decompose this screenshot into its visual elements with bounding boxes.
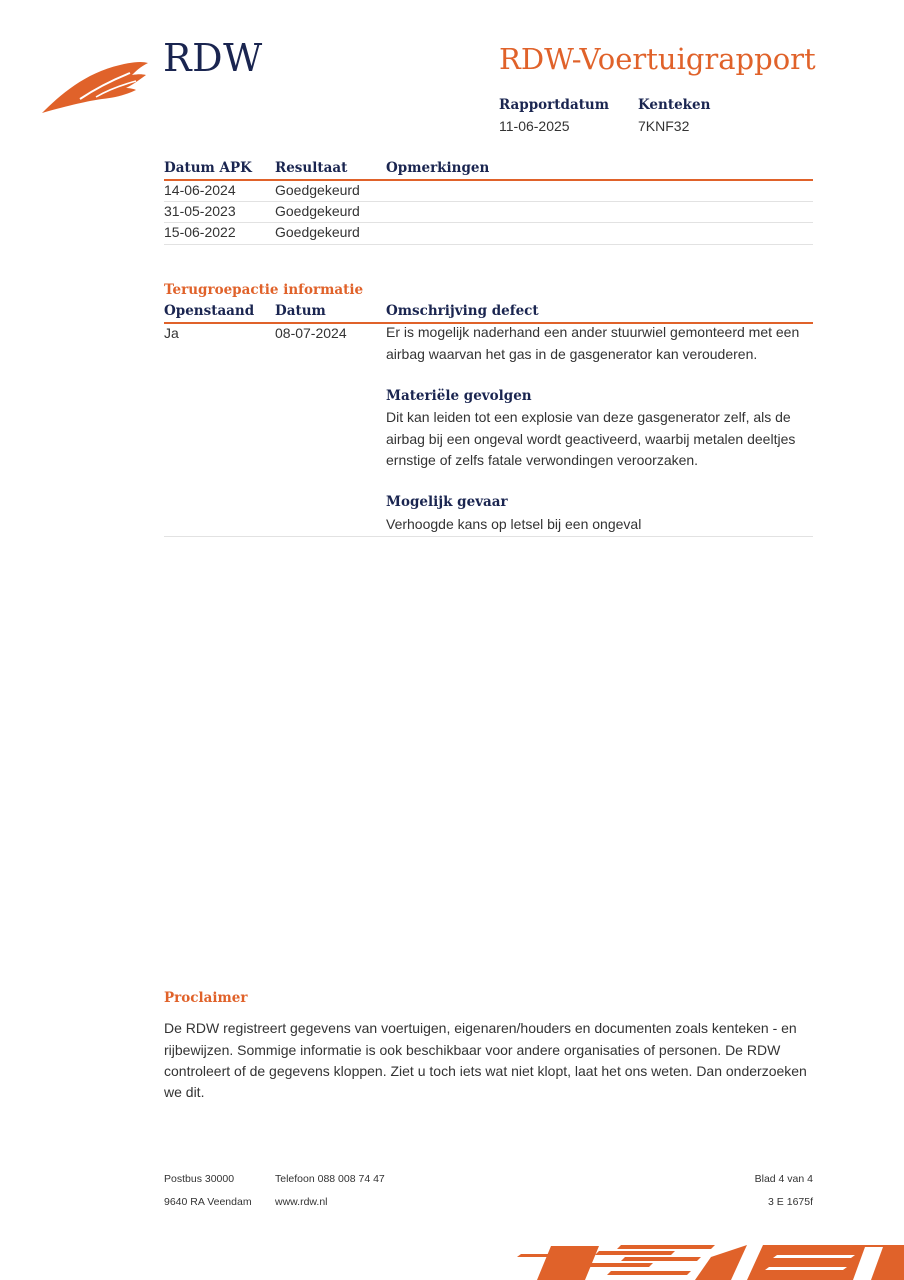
consequences-line-1: Dit kan leiden tot een explosie van deze gasgenerator zelf, als de (386, 409, 791, 425)
recall-title: Terugroepactie informatie (164, 282, 364, 298)
proclaimer-line-3: controleert of de gegevens kloppen. Ziet u toch iets wat niet klopt, laat het ons weten. Dan onderzoeken (164, 1063, 807, 1079)
plate-value: 7KNF32 (638, 118, 690, 134)
footer-postbus: Postbus 30000 (164, 1173, 235, 1185)
footer-city: 9640 RA Veendam (164, 1196, 252, 1208)
decorative-stripes-icon (515, 1243, 904, 1280)
apk-result: Goedgekeurd (275, 182, 360, 198)
apk-header-date: Datum APK (164, 160, 252, 176)
report-title: RDW-Voertuigrapport (499, 42, 816, 76)
apk-header-remarks: Opmerkingen (386, 160, 490, 176)
defect-line-2: airbag waarvan het gas in de gasgenerator kan verouderen. (386, 346, 758, 362)
consequences-line-2: airbag bij een ongeval wordt geactiveerd, waarbij metalen deeltjes (386, 431, 796, 447)
proclaimer-line-2: rijbewijzen. Sommige informatie is ook beschikbaar voor andere organisaties of personen. De RDW (164, 1042, 781, 1058)
proclaimer-line-1: De RDW registreert gegevens van voertuigen, eigenaren/houders en documenten zoals kenteken - en (164, 1020, 797, 1036)
apk-date: 31-05-2023 (164, 203, 236, 219)
apk-result: Goedgekeurd (275, 224, 360, 240)
rdw-logo-icon (40, 55, 150, 117)
proclaimer-line-4: we dit. (164, 1084, 205, 1100)
row-divider (164, 244, 813, 245)
row-divider (164, 201, 813, 202)
apk-date: 15-06-2022 (164, 224, 236, 240)
apk-header-rule (164, 179, 813, 181)
danger-text: Verhoogde kans op letsel bij een ongeval (386, 516, 642, 532)
logo-text: RDW (163, 36, 263, 80)
recall-open-value: Ja (164, 325, 179, 341)
recall-header-open: Openstaand (164, 303, 255, 319)
recall-header-date: Datum (275, 303, 326, 319)
recall-header-defect: Omschrijving defect (386, 303, 539, 319)
report-date-label: Rapportdatum (499, 97, 610, 113)
report-date-value: 11-06-2025 (499, 118, 570, 134)
footer-phone: Telefoon 088 008 74 47 (275, 1173, 385, 1185)
footer-page: Blad 4 van 4 (754, 1173, 813, 1185)
proclaimer-title: Proclaimer (164, 990, 248, 1006)
recall-bottom-rule (164, 536, 813, 537)
apk-header-result: Resultaat (275, 160, 348, 176)
footer-website: www.rdw.nl (275, 1196, 328, 1208)
apk-result: Goedgekeurd (275, 203, 360, 219)
recall-date-value: 08-07-2024 (275, 325, 347, 341)
defect-line-1: Er is mogelijk naderhand een ander stuurwiel gemonteerd met een (386, 324, 800, 340)
danger-title: Mogelijk gevaar (386, 494, 508, 510)
footer-code: 3 E 1675f (768, 1196, 813, 1208)
consequences-title: Materiële gevolgen (386, 388, 532, 404)
plate-label: Kenteken (638, 97, 711, 113)
consequences-line-3: ernstige of zelfs fatale verwondingen veroorzaken. (386, 452, 699, 468)
row-divider (164, 222, 813, 223)
apk-date: 14-06-2024 (164, 182, 236, 198)
